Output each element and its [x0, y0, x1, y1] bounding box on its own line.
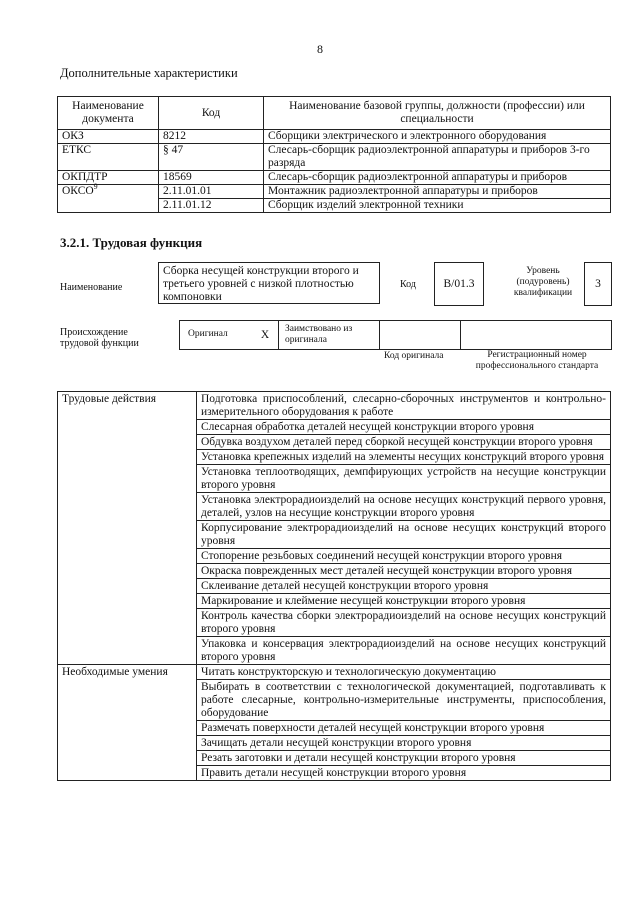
labor-action-item: Упаковка и консервация электрорадиоизделий на основе несущих конструкций второго уровня	[197, 637, 611, 665]
labor-action-item: Окраска поврежденных мест деталей несущей конструкции второго уровня	[197, 564, 611, 579]
table-row	[58, 130, 611, 144]
header-code: Код	[159, 97, 264, 130]
skill-item: Выбирать в соответствии с технологической документацией, подготавливать к работе слесарные, контрольно-измерительные инструменты, приспособления, оборудование	[197, 680, 611, 721]
actions-body	[58, 392, 611, 781]
labor-action-item: Подготовка приспособлений, слесарно-сборочных инструментов и контрольно-измерительного оборудования к работе	[197, 392, 611, 420]
labor-action-item: Контроль качества сборки электрорадиоизделий на основе несущих конструкций второго уровня	[197, 609, 611, 637]
name-cell: Сборщик изделий электронной техники	[264, 199, 611, 213]
reg-number-label: Регистрационный номер профессионального стандарта	[475, 350, 599, 371]
labor-function-heading: 3.2.1. Трудовая функция	[60, 235, 203, 250]
doc-cell: ЕТКС	[58, 144, 159, 171]
table-header-row	[58, 97, 611, 130]
code-cell: 18569	[159, 171, 264, 185]
skill-item: Править детали несущей конструкции второго уровня	[197, 766, 611, 781]
labor-action-item: Установка крепежных изделий на элементы несущих конструкций второго уровня	[197, 450, 611, 465]
table-row	[58, 171, 611, 185]
labor-actions-table	[57, 391, 611, 781]
labor-action-row	[58, 392, 611, 420]
labor-action-item: Установка теплоотводящих, демпфирующих устройств на несущие конструкции второго уровня	[197, 465, 611, 493]
code-cell: 2.11.01.01	[159, 185, 264, 199]
skill-row	[58, 665, 611, 680]
name-cell: Слесарь-сборщик радиоэлектронной аппаратуры и приборов 3-го разряда	[264, 144, 611, 171]
skill-item: Размечать поверхности деталей несущей конструкции второго уровня	[197, 721, 611, 736]
labor-action-item: Стопорение резьбовых соединений несущей конструкции второго уровня	[197, 549, 611, 564]
labor-action-item: Маркирование и клеймение несущей конструкции второго уровня	[197, 594, 611, 609]
additional-characteristics-title: Дополнительные характеристики	[60, 66, 238, 80]
labor-action-item: Слесарная обработка деталей несущей конструкции второго уровня	[197, 420, 611, 435]
name-cell: Сборщики электрического и электронного оборудования	[264, 130, 611, 144]
function-name-box: Сборка несущей конструкции второго и третьего уровней с низкой плотностью компоновки	[158, 262, 380, 304]
table-row	[58, 185, 611, 199]
reg-number-box	[460, 320, 612, 350]
doc-cell	[58, 182, 159, 213]
page-number: 8	[317, 42, 323, 56]
labor-action-item: Склеивание деталей несущей конструкции второго уровня	[197, 579, 611, 594]
header-document-name: Наименование документа	[58, 97, 159, 130]
additional-characteristics-table	[57, 96, 611, 213]
footnote-marker: 9	[93, 182, 98, 192]
skill-item: Читать конструкторскую и технологическую документацию	[197, 665, 611, 680]
name-cell: Монтажник радиоэлектронной аппаратуры и приборов	[264, 185, 611, 199]
code-original-label: Код оригинала	[384, 351, 444, 361]
table-row	[58, 144, 611, 171]
skill-item: Резать заготовки и детали несущей конструкции второго уровня	[197, 751, 611, 766]
doc-cell: ОКЗ	[58, 130, 159, 144]
code-cell: § 47	[159, 144, 264, 171]
labor-action-item: Установка электрорадиоизделий на основе несущих конструкций первого уровня, деталей, узлов на несущие конструкции второго уровня	[197, 493, 611, 521]
original-label: Оригинал	[188, 329, 228, 339]
code-cell: 2.11.01.12	[159, 199, 264, 213]
doc-text: ОКСО	[62, 185, 94, 197]
borrowed-cell	[278, 320, 380, 350]
labor-action-item: Корпусирование электрорадиоизделий на основе несущих конструкций второго уровня	[197, 521, 611, 549]
code-cell: 8212	[159, 130, 264, 144]
qualification-level-label: Уровень (подуровень) квалификации	[513, 266, 573, 298]
original-mark: X	[252, 320, 278, 350]
skill-item: Зачищать детали несущей конструкции второго уровня	[197, 736, 611, 751]
code-original-box	[378, 320, 461, 350]
doc-cell: ОКПДТР	[58, 171, 159, 185]
labor-action-item: Обдувка воздухом деталей перед сборкой несущей конструкции второго уровня	[197, 435, 611, 450]
qualification-level-box: 3	[584, 262, 612, 306]
name-cell: Слесарь-сборщик радиоэлектронной аппаратуры и приборов	[264, 171, 611, 185]
name-label: Наименование	[60, 282, 123, 293]
original-cell	[179, 320, 262, 350]
header-basic-group: Наименование базовой группы, должности (профессии) или специальности	[264, 97, 611, 130]
borrowed-label: Заимствовано из оригинала	[285, 324, 353, 345]
labor-actions-label: Трудовые действия	[58, 392, 197, 665]
code-label: Код	[400, 279, 416, 290]
function-code-box: B/01.3	[434, 262, 484, 306]
origin-label: Происхождение трудовой функции	[60, 327, 139, 349]
required-skills-label: Необходимые умения	[58, 665, 197, 781]
